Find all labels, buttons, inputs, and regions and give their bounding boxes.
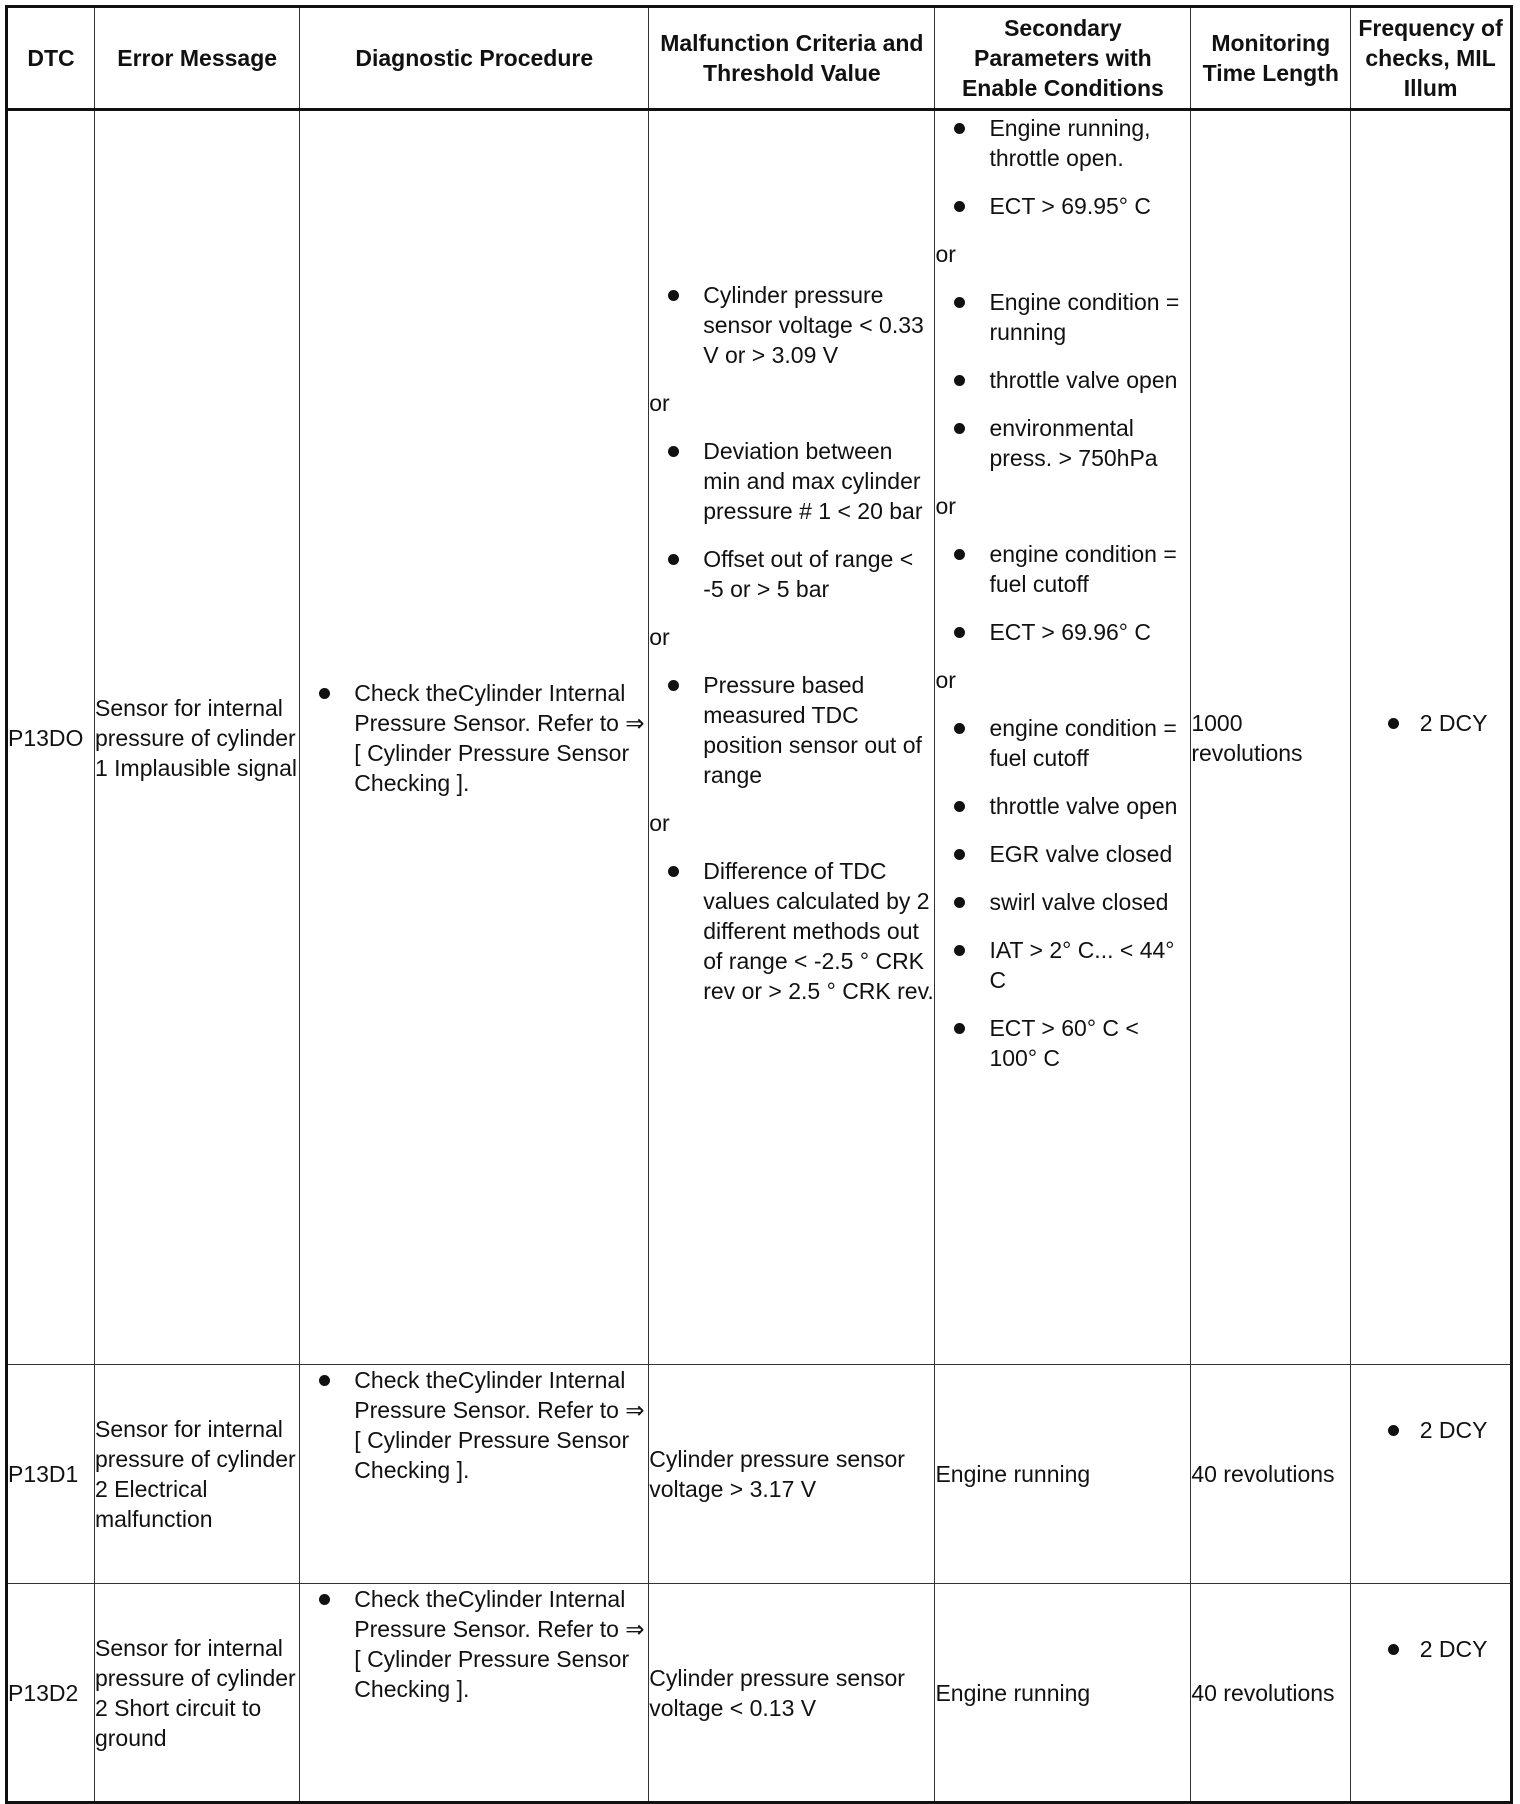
secondary-item: EGR valve closed xyxy=(935,839,1190,869)
diagnostic-procedure xyxy=(300,1584,649,1803)
dtc-table xyxy=(5,5,1513,1804)
procedure-item: Check theCylinder Internal Pressure Sensor. Refer to ⇒ [ Cylinder Pressure Sensor Checking ]. xyxy=(300,1365,648,1485)
criteria-item: Offset out of range < -5 or > 5 bar xyxy=(649,544,934,604)
secondary-item: throttle valve open xyxy=(935,791,1190,821)
frequency xyxy=(1351,110,1512,1365)
error-message: Sensor for internal pressure of cylinder 1 Implausible signal xyxy=(94,110,299,1365)
header-diagnostic-procedure: Diagnostic Procedure xyxy=(300,7,649,110)
secondary-item: IAT > 2° C... < 44° C xyxy=(935,935,1190,995)
secondary-parameters: Engine running xyxy=(935,1365,1191,1584)
monitoring-time: 40 revolutions xyxy=(1191,1365,1351,1584)
secondary-item: Engine running, throttle open. xyxy=(935,113,1190,173)
criteria-item: Pressure based measured TDC position sensor out of range xyxy=(649,670,934,790)
criteria-item: Cylinder pressure sensor voltage < 0.33 V or > 3.09 V xyxy=(649,280,934,370)
secondary-parameters xyxy=(935,110,1191,1365)
secondary-item: swirl valve closed xyxy=(935,887,1190,917)
table-row xyxy=(7,110,1512,1365)
secondary-item: environmental press. > 750hPa xyxy=(935,413,1190,473)
dtc-code: P13DO xyxy=(7,110,95,1365)
secondary-item: engine condition = fuel cutoff xyxy=(935,539,1190,599)
monitoring-time: 1000 revolutions xyxy=(1191,110,1351,1365)
secondary-item: throttle valve open xyxy=(935,365,1190,395)
frequency-item: 2 DCY xyxy=(1374,708,1488,738)
error-message: Sensor for internal pressure of cylinder 2 Electrical malfunction xyxy=(94,1365,299,1584)
table-row xyxy=(7,1584,1512,1803)
secondary-item: engine condition = fuel cutoff xyxy=(935,713,1190,773)
malfunction-criteria: Cylinder pressure sensor voltage > 3.17 V xyxy=(649,1365,935,1584)
header-frequency: Frequency of checks, MIL Illum xyxy=(1351,7,1512,110)
malfunction-criteria: Cylinder pressure sensor voltage < 0.13 V xyxy=(649,1584,935,1803)
malfunction-criteria xyxy=(649,110,935,1365)
or-separator: or xyxy=(935,667,956,693)
or-separator: or xyxy=(649,809,670,836)
header-dtc: DTC xyxy=(7,7,95,110)
header-row xyxy=(7,7,1512,110)
frequency-item: 2 DCY xyxy=(1374,1415,1488,1445)
procedure-item: Check theCylinder Internal Pressure Sensor. Refer to ⇒ [ Cylinder Pressure Sensor Checking ]. xyxy=(300,1584,648,1704)
header-secondary-parameters: Secondary Parameters with Enable Conditions xyxy=(935,7,1191,110)
monitoring-time: 40 revolutions xyxy=(1191,1584,1351,1803)
error-message: Sensor for internal pressure of cylinder 2 Short circuit to ground xyxy=(94,1584,299,1803)
or-separator: or xyxy=(935,493,956,519)
secondary-item: ECT > 60° C < 100° C xyxy=(935,1013,1190,1073)
or-separator: or xyxy=(935,241,956,267)
header-error-message: Error Message xyxy=(94,7,299,110)
frequency xyxy=(1351,1584,1512,1803)
secondary-item: Engine condition = running xyxy=(935,287,1190,347)
diagnostic-procedure xyxy=(300,110,649,1365)
diagnostic-procedure xyxy=(300,1365,649,1584)
frequency-item: 2 DCY xyxy=(1374,1634,1488,1664)
header-monitoring-time: Monitoring Time Length xyxy=(1191,7,1351,110)
or-separator: or xyxy=(649,389,670,416)
frequency xyxy=(1351,1365,1512,1584)
procedure-item: Check theCylinder Internal Pressure Sensor. Refer to ⇒ [ Cylinder Pressure Sensor Checking ]. xyxy=(300,678,648,798)
table-row xyxy=(7,1365,1512,1584)
dtc-code: P13D2 xyxy=(7,1584,95,1803)
or-separator: or xyxy=(649,623,670,650)
secondary-item: ECT > 69.96° C xyxy=(935,617,1190,647)
criteria-item: Deviation between min and max cylinder pressure # 1 < 20 bar xyxy=(649,436,934,526)
criteria-item: Difference of TDC values calculated by 2 different methods out of range < -2.5 ° CRK rev or > 2.5 ° CRK rev. xyxy=(649,856,934,1006)
header-malfunction-criteria: Malfunction Criteria and Threshold Value xyxy=(649,7,935,110)
secondary-parameters: Engine running xyxy=(935,1584,1191,1803)
dtc-code: P13D1 xyxy=(7,1365,95,1584)
secondary-item: ECT > 69.95° C xyxy=(935,191,1190,221)
